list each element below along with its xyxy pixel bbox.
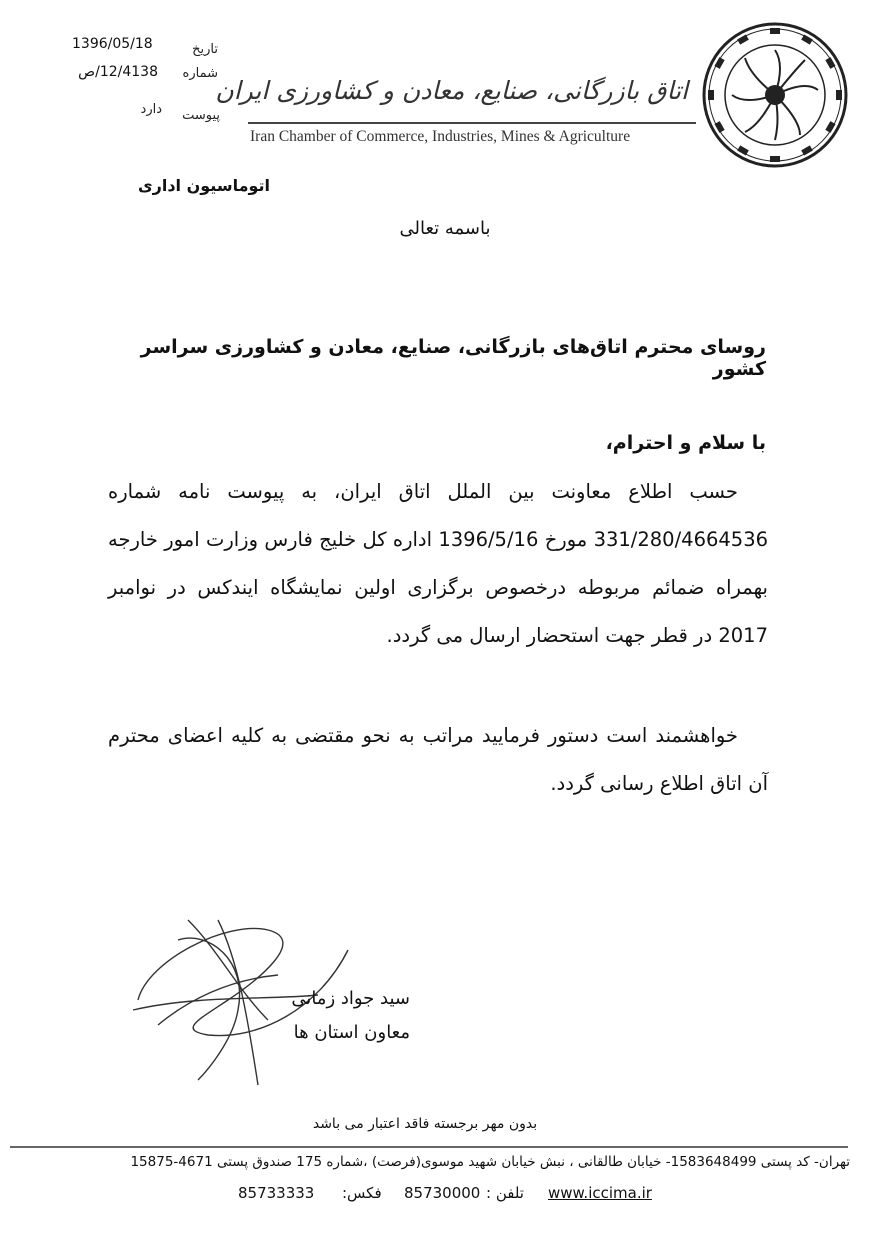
- header-rule: [248, 122, 696, 124]
- fax-label: فکس:: [342, 1184, 382, 1202]
- footer-contact: [200, 1184, 680, 1210]
- number-value: 12/4138/ص: [78, 64, 158, 80]
- signatory-name: سید جواد زمانی: [291, 988, 410, 1009]
- invocation: باسمه تعالی: [399, 218, 491, 239]
- footer-rule: [10, 1146, 848, 1148]
- attachment-value: دارد: [140, 102, 162, 117]
- org-name-fa: اتاق بازرگانی، صنایع، معادن و کشاورزی ایران: [215, 76, 688, 105]
- date-label: تاریخ: [192, 42, 218, 57]
- phone-value: 85730000: [404, 1184, 481, 1202]
- number-label: شماره: [182, 66, 218, 81]
- seal-note: بدون مهر برجسته فاقد اعتبار می باشد: [312, 1116, 538, 1132]
- attachment-label: پیوست: [182, 108, 220, 123]
- signatory-title: معاون استان ها: [293, 1022, 410, 1043]
- paragraph-2: خواهشمند است دستور فرمایید مراتب به نحو مقتضی به کلیه اعضای محترم آن اتاق اطلاع رسانی گردد.: [108, 724, 768, 795]
- addressee: روسای محترم اتاق‌های بازرگانی، صنایع، معادن و کشاورزی سراسر کشور: [140, 336, 766, 380]
- website-link[interactable]: www.iccima.ir: [548, 1184, 652, 1202]
- chamber-logo-icon: [700, 20, 850, 170]
- phone-label: تلفن :: [486, 1184, 524, 1202]
- fax-value: 85733333: [238, 1184, 315, 1202]
- paragraph-1: حسب اطلاع معاونت بین الملل اتاق ایران، به پیوست نامه شماره 331/280/4664536 مورخ 1396/5/16 اداره کل خلیج فارس وزارت امور خارجه بهمراه ضمائم مربوطه درخصوص برگزاری اولین نمایشگاه ایندکس در نوامبر 2017 در قطر جهت استحضار ارسال می گردد.: [108, 480, 769, 647]
- org-name-en: Iran Chamber of Commerce, Industries, Mines & Agriculture: [250, 128, 631, 145]
- greeting: با سلام و احترام،: [605, 432, 766, 454]
- office-automation-label: اتوماسیون اداری: [137, 176, 270, 195]
- date-value: 1396/05/18: [72, 36, 153, 52]
- footer-address: تهران- کد پستی 1583648499- خیابان طالقانی ، نبش خیابان شهید موسوی(فرصت) ،شماره 175 صندوق پستی 4671-15875: [130, 1154, 850, 1170]
